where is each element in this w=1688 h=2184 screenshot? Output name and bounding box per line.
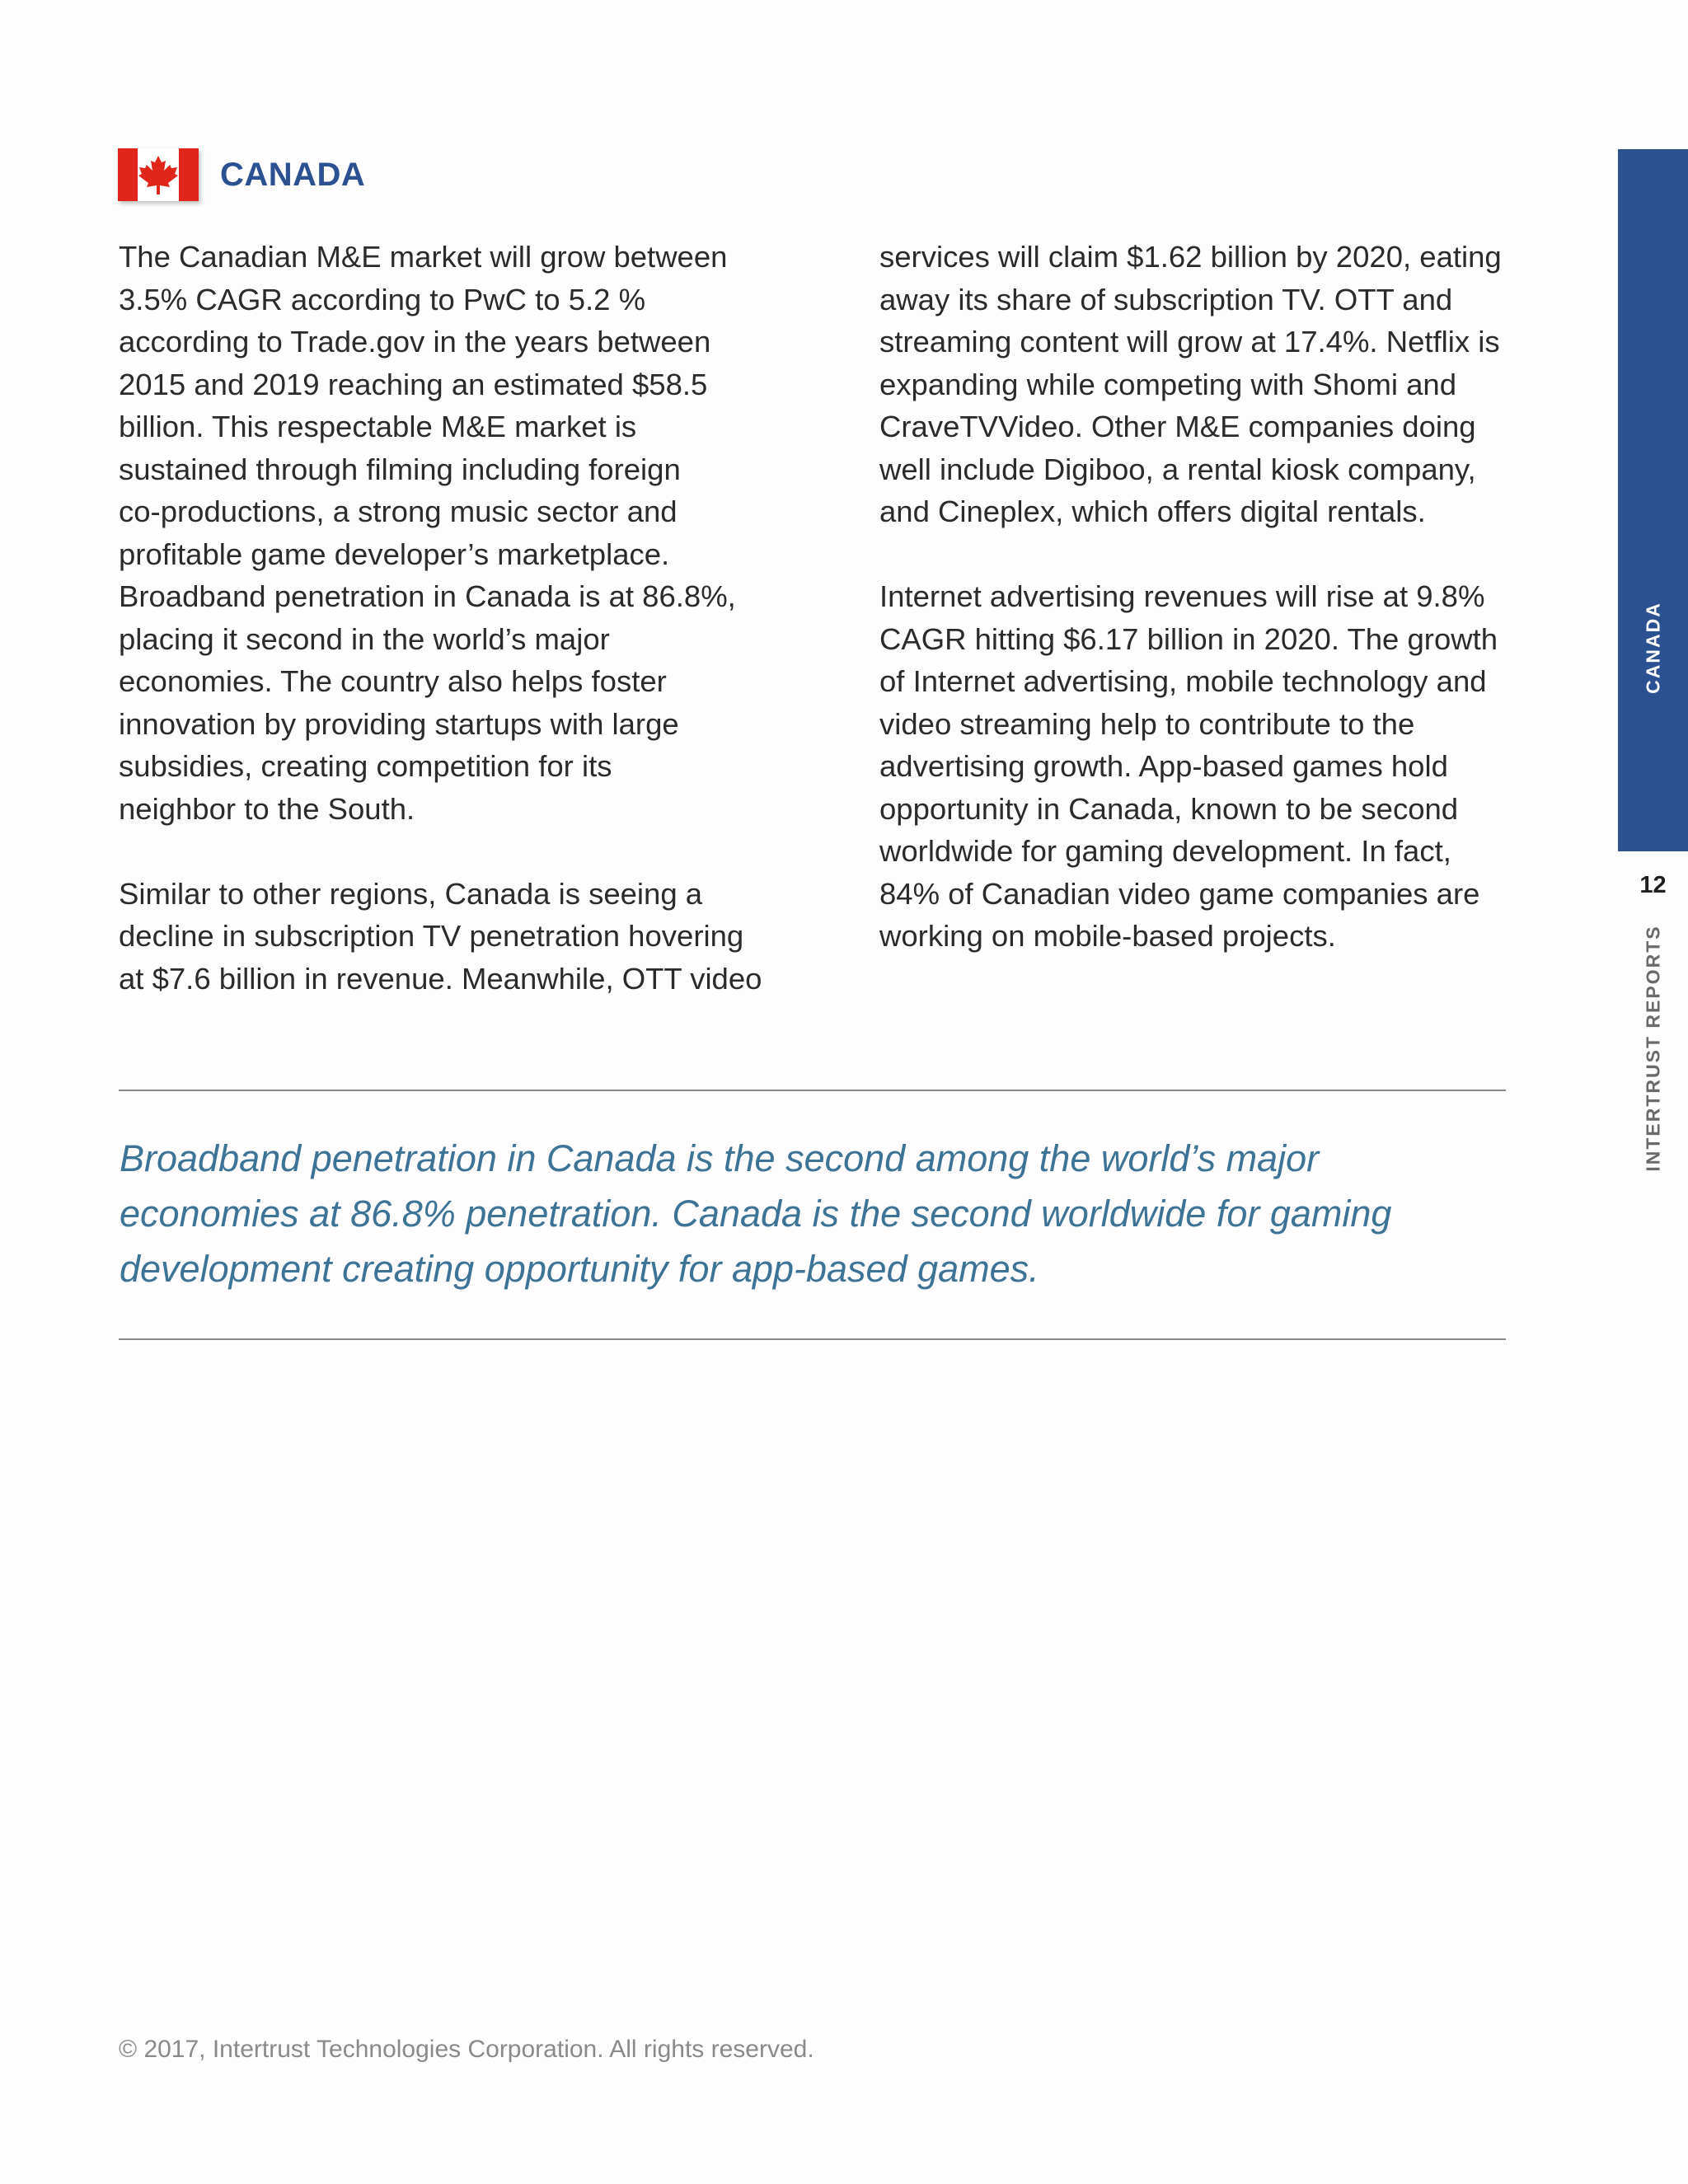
side-tab-label: CANADA <box>1642 602 1663 694</box>
copyright-footer: © 2017, Intertrust Technologies Corporation. All rights reserved. <box>119 2036 814 2063</box>
section-header <box>118 148 365 201</box>
left-column <box>119 236 828 1000</box>
page-title: CANADA <box>220 156 366 193</box>
page-number: 12 <box>1639 872 1667 898</box>
section-side-tab <box>1618 149 1688 851</box>
pullquote-bottom-divider <box>119 1338 1506 1340</box>
pullquote: Broadband penetration in Canada is the second among the world’s major economies at 86.8% penetration. Canada is the second worldwide for gaming development creating opportunity for app-based games. <box>120 1137 1392 1290</box>
body-paragraph: services will claim $1.62 billion by 2020, eating away its share of subscription TV. OTT and streaming content will grow at 17.4%. Netflix is expanding while competing with Shomi and CraveTVVideo. Other M&E companies doing well include Digiboo, a rental kiosk company, and Cineplex, which offers digital rentals. <box>879 240 1502 528</box>
right-column <box>879 236 1564 958</box>
report-name-label: INTERTRUST REPORTS <box>1642 925 1664 1172</box>
body-paragraph: Similar to other regions, Canada is seeing a decline in subscription TV penetration hovering at $7.6 billion in revenue. Meanwhile, OTT video <box>119 876 762 996</box>
canada-flag-icon <box>118 148 199 201</box>
body-paragraph: Internet advertising revenues will rise at 9.8% CAGR hitting $6.17 billion in 2020. The growth of Internet advertising, mobile technology and video streaming help to contribute to the advertising growth. App-based games hold opportunity in Canada, known to be second worldwide for gaming development. In fact, 84% of Canadian video game companies are working on mobile-based projects. <box>879 579 1498 953</box>
body-paragraph: The Canadian M&E market will grow between 3.5% CAGR according to PwC to 5.2 % according to Trade.gov in the years between 2015 and 2019 reaching an estimated $58.5 billion. This respectable M&E market is sustained through filming including foreign co-productions, a strong music sector and profitable game developer’s marketplace. Broadband penetration in Canada is at 86.8%, placing it second in the world’s major economies. The country also helps foster innovation by providing startups with large subsidies, creating competition for its neighbor to the South. <box>119 240 736 826</box>
pullquote-top-divider <box>119 1090 1506 1091</box>
